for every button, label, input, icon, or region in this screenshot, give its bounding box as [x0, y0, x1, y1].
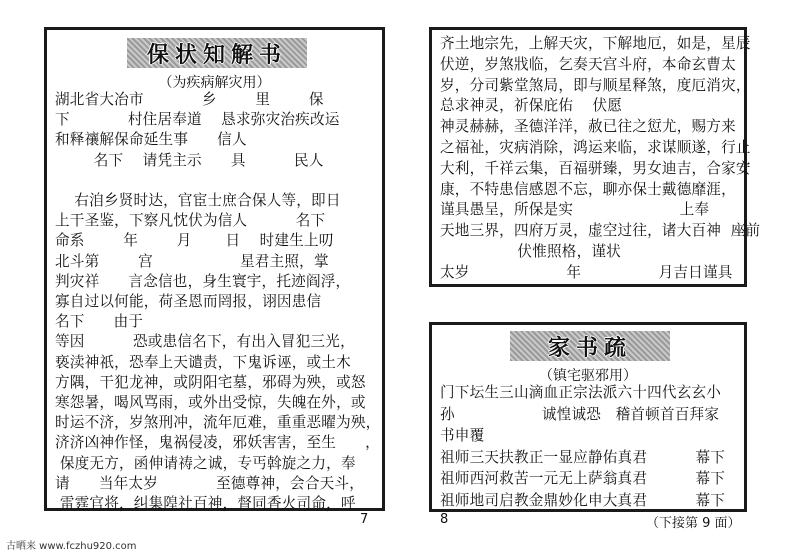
text-line: 保度无方，函伸请祷之诚，专丐斡旋之力，奉	[55, 454, 356, 472]
text-line: 谨具愚呈，所保是实 上奉	[440, 201, 710, 219]
text-line: 康，不特患信感恩不忘，聊亦保士戴德靡涯，	[440, 180, 736, 198]
text-line: 方隅，干犯龙神，或阴阳宅墓，邪碍为殃，或怒	[55, 373, 366, 391]
text-line: 判灾祥 言念信也，身生寰宇，托迹阎浮，	[55, 272, 351, 290]
text-line: 伏惟照格，谨状	[440, 243, 621, 260]
text-line: 名下 请凭主示 具 民人	[55, 151, 324, 169]
right-lower-title-band	[510, 331, 670, 361]
text-line: 名下 由于	[55, 313, 144, 331]
right-lower-subtitle: （镇宅驱邪用）	[539, 368, 637, 384]
text-line: 寡自过以何能，荷圣恩而罔报，诩因患信	[55, 293, 322, 310]
left-document-frame	[44, 27, 385, 511]
text-line: 祖师地司启教金鼎妙化申大真君 幕下	[440, 491, 726, 509]
left-page-title: 保状知解书	[146, 42, 287, 68]
right-upper-frame	[429, 27, 761, 287]
text-line: 神灵赫赫，圣德洋洋，赦已往之愆尤，赐方来	[440, 118, 736, 136]
text-line: 寒怨暑，喝风骂雨，或外出受惊，失魄在外，或	[55, 394, 366, 411]
text-line: 大利，千祥云集，百福骈臻，男女迪吉，合家安	[440, 159, 751, 177]
text-line: 祖师三天扶教正一显应静佑真君 幕下	[440, 448, 726, 466]
left-page	[0, 0, 396, 554]
text-line: 太岁 年 月吉日谨具	[440, 263, 733, 281]
text-line: 亵渎神祇，恐奉上天谴责，下鬼诉诬，或土木	[55, 353, 351, 371]
text-line: 右洎乡贤时达，官宦士庶合保人等，即日	[55, 192, 341, 209]
text-line: 湖北省大冶市 乡 里 保	[55, 91, 324, 108]
text-line: 上干圣鉴，下察凡忱伏为信人 名下	[55, 212, 326, 230]
left-page-number: 7	[360, 512, 369, 527]
text-line: 雷霆官将，纠集隍社百神，督同香火司命，呼	[55, 495, 356, 512]
left-page-subtitle: （为疾病解灾用）	[158, 75, 271, 91]
text-line: 总求神灵，祈保庇佑 伏愿	[440, 97, 623, 115]
text-line: 伏逆，岁煞戕临，乞奏天宫斗府，本命玄曹太	[440, 55, 736, 73]
text-line: 济济凶神作怪，鬼祸侵凌，邪妖害害，至生 ，	[55, 434, 380, 452]
left-title-band	[127, 38, 307, 68]
text-line: 命系 年 月 日 时建生上叨	[55, 232, 334, 250]
right-page-number: 8	[440, 512, 449, 527]
text-line: 齐土地宗先，上解天灾，下解地厄，如是，星辰	[440, 35, 751, 52]
text-line: 时运不济，岁煞刑冲，流年厄难，重重恶曜为殃，	[55, 414, 381, 432]
text-line: 孙 诚惶诚恐 稽首顿首百拜家	[440, 405, 720, 423]
text-line: 和释禳解保命延生事 信人	[55, 131, 247, 149]
text-line: 门下坛生三山滴血正宗法派六十四代玄玄小	[440, 384, 722, 401]
text-line: 请 当年太岁 至德尊神，会合天斗，	[55, 474, 365, 492]
text-line: 等因 恐或患信名下，有出入冒犯三光，	[55, 333, 355, 351]
text-line: 岁，分司紫堂煞局，即与顺星释煞，度厄消灾，	[440, 76, 751, 94]
footer-watermark: 古晒来 www.fczhu920.com	[6, 541, 137, 552]
text-line: 天地三界，四府万灵，虚空过往，诸大百神 座前	[440, 222, 761, 240]
text-line: 书申覆	[440, 427, 485, 444]
text-line: 北斗第 宫 星君主照，掌	[55, 252, 329, 270]
right-lower-frame	[429, 322, 747, 512]
right-lower-title: 家书疏	[547, 335, 632, 361]
text-line: 之福祉，灾病消除，鸿运来临，求谋顺遂，行止	[440, 139, 751, 156]
text-line: 祖师西河救苦一元无上萨翁真君 幕下	[440, 470, 726, 487]
continued-note: （下接第 9 面）	[646, 516, 741, 531]
text-line: 下 村住居奉道 恳求弥灾治疾改运	[55, 111, 340, 129]
right-page	[396, 0, 793, 554]
